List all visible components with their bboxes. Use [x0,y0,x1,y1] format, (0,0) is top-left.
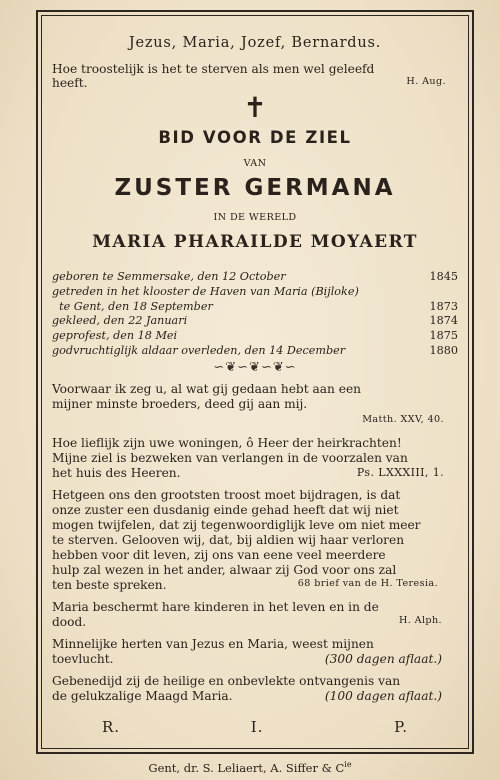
bio-text: geprofest, den 18 Mei [52,329,178,343]
verse2-line2: Mijne ziel is bezweken van verlangen in de voorzalen van [52,451,408,465]
verse2-line1: Hoe lieflijk zijn uwe woningen, ô Heer der heirkrachten! [52,436,402,450]
bio-line [52,314,458,327]
bio-line [52,300,458,313]
verse4-line1: Maria beschermt hare kinderen in het leven en in de [52,600,379,614]
verse3-line2: onze zuster een dusdanig einde gehad heeft dat wij niet [52,503,399,517]
bio-line [52,270,458,283]
verse4-line2 [52,615,458,629]
epigraph-line2 [52,76,458,90]
printer-sup: ie [344,760,352,769]
header-invocation: Jezus, Maria, Jozef, Bernardus. [128,35,382,51]
bio-text: gekleed, den 22 Januari [52,314,188,328]
bio-text: godvruchtiglijk aldaar overleden, den 14 December [52,344,346,357]
bio-year: 1880 [429,344,458,357]
bio-line [52,285,458,298]
verse1-line2: mijner minste broeders, deed gij aan mij. [52,397,308,411]
verse6-line2 [52,689,458,703]
verse3-line1: Hetgeen ons den grootsten troost moet bijdragen, is dat [52,488,401,502]
bio-year: 1874 [429,314,458,328]
printer-imprint [0,760,500,775]
verse2-reference: Ps. LXXXIII, 1. [356,466,444,479]
bio-line [52,329,458,342]
bio-year: 1873 [429,299,458,313]
verse5-end: toevlucht. [52,652,114,666]
ornament-divider: ∽❦∽❦∽❦∽ [213,360,297,375]
verse3-line4: te sterven. Gelooven wij, dat, bij aldien wij haar verloren [52,533,405,547]
verse3-reference: 68 brief van de H. Teresia. [297,578,438,589]
verse3-line6: hulp zal wezen in het ander, alwaar zij God voor ons zal [52,563,397,577]
religious-name: ZUSTER GERMANA [114,175,396,201]
birth-name: MARIA PHARAILDE MOYAERT [92,232,418,252]
verse2-end: het huis des Heeren. [52,466,181,480]
verse3-line7 [52,578,458,592]
verse3-line3: mogen twijfelen, dat zij tegenwoordiglijk leve om niet meer [52,518,421,532]
van-label: VAN [243,158,267,169]
verse6-line1: Gebenedijd zij de heilige en onbevlekte ontvangenis van [52,674,401,688]
bio-year: 1845 [429,270,458,283]
verse4-reference: H. Alph. [398,615,442,626]
printer-text: Gent, dr. S. Leliaert, A. Siffer & C [148,760,345,775]
verse3-end: ten beste spreken. [52,578,167,592]
verse6-indulgence: (100 dagen aflaat.) [324,689,442,703]
epigraph-end: heeft. [52,76,88,90]
prayer-title: BID VOOR DE ZIEL [158,128,352,147]
cross-icon: ✝ [243,91,267,124]
bio-year: 1875 [429,329,458,343]
rip-p: P. [394,718,408,736]
verse3-line5: hebben voor dit leven, zij ons van eene veel meerdere [52,548,386,562]
verse4-end: dood. [52,615,87,629]
verse1-reference: Matth. XXV, 40. [362,414,444,425]
in-de-wereld-label: IN DE WERELD [213,212,297,223]
rip-r: R. [102,718,121,736]
bio-text: geboren te Semmersake, den 12 October [52,270,286,283]
bio-line [52,344,458,357]
bio-text: te Gent, den 18 September [52,299,213,313]
verse5-line1: Minnelijke herten van Jezus en Maria, weest mijnen [52,637,374,651]
bio-text: getreden in het klooster de Haven van Maria (Bijloke) [52,284,359,298]
epigraph-attribution: H. Aug. [406,76,446,87]
rip-line [52,718,458,736]
verse6-end: de gelukzalige Maagd Maria. [52,689,233,703]
verse1-line1: Voorwaar ik zeg u, al wat gij gedaan hebt aan een [52,382,362,396]
rip-i: I. [250,718,264,736]
verse5-line2 [52,652,458,666]
epigraph-line1: Hoe troostelijk is het te sterven als men wel geleefd [52,62,375,76]
verse5-indulgence: (300 dagen aflaat.) [324,652,442,666]
verse2-line3 [52,466,458,480]
